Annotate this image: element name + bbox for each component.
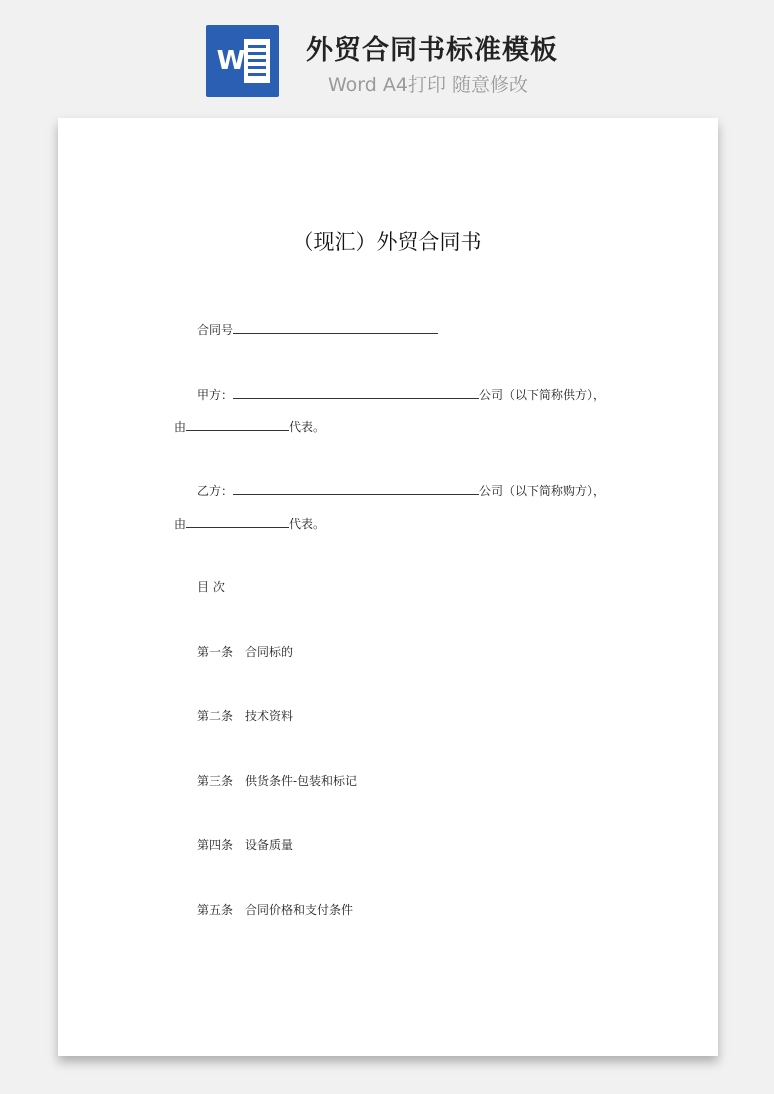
party-a-rep-prefix: 由: [174, 420, 187, 434]
party-a-rep-suffix: 代表。: [289, 420, 326, 434]
page-header: [0, 0, 774, 110]
toc-item-title: 合同价格和支付条件: [245, 903, 354, 917]
party-a-suffix: 公司（以下简称供方），: [479, 388, 606, 402]
toc-item: [197, 902, 353, 918]
party-b-line: [197, 482, 605, 499]
word-icon-letter: W: [216, 46, 246, 76]
toc-item-number: 第五条: [197, 903, 234, 917]
party-b-rep-blank[interactable]: [186, 515, 289, 528]
toc-item: [197, 773, 357, 789]
toc-item-number: 第一条: [197, 645, 234, 659]
contract-number-line: [197, 321, 438, 338]
party-a-name-blank[interactable]: [233, 386, 479, 399]
party-a-rep-blank[interactable]: [186, 418, 289, 431]
page-subtitle: Word A4打印 随意修改: [328, 74, 529, 96]
toc-item-number: 第二条: [197, 709, 234, 723]
party-b-suffix: 公司（以下简称购方），: [479, 484, 606, 498]
toc-item-number: 第三条: [197, 774, 234, 788]
contract-number-label: 合同号: [197, 323, 234, 337]
toc-heading: 目 次: [197, 580, 225, 594]
toc-item-title: 合同标的: [245, 645, 294, 659]
document-title: （现汇）外贸合同书: [292, 230, 482, 254]
toc-item: [197, 644, 293, 660]
party-a-rep-line: [174, 418, 325, 435]
party-a-line: [197, 386, 605, 403]
toc-item-title: 供货条件-包装和标记: [245, 774, 358, 788]
party-b-rep-prefix: 由: [174, 517, 187, 531]
toc-item-number: 第四条: [197, 838, 234, 852]
page-title: 外贸合同书标准模板: [306, 35, 558, 66]
word-document-icon: [206, 25, 279, 97]
party-a-label: 甲方：: [197, 388, 234, 402]
contract-number-blank[interactable]: [233, 321, 438, 334]
party-b-rep-suffix: 代表。: [289, 517, 326, 531]
toc-item: [197, 837, 293, 853]
document-page: [58, 118, 718, 1056]
party-b-rep-line: [174, 515, 325, 532]
party-b-label: 乙方：: [197, 484, 234, 498]
toc-item-title: 设备质量: [245, 838, 294, 852]
party-b-name-blank[interactable]: [233, 482, 479, 495]
toc-item-title: 技术资料: [245, 709, 294, 723]
toc-item: [197, 708, 293, 724]
